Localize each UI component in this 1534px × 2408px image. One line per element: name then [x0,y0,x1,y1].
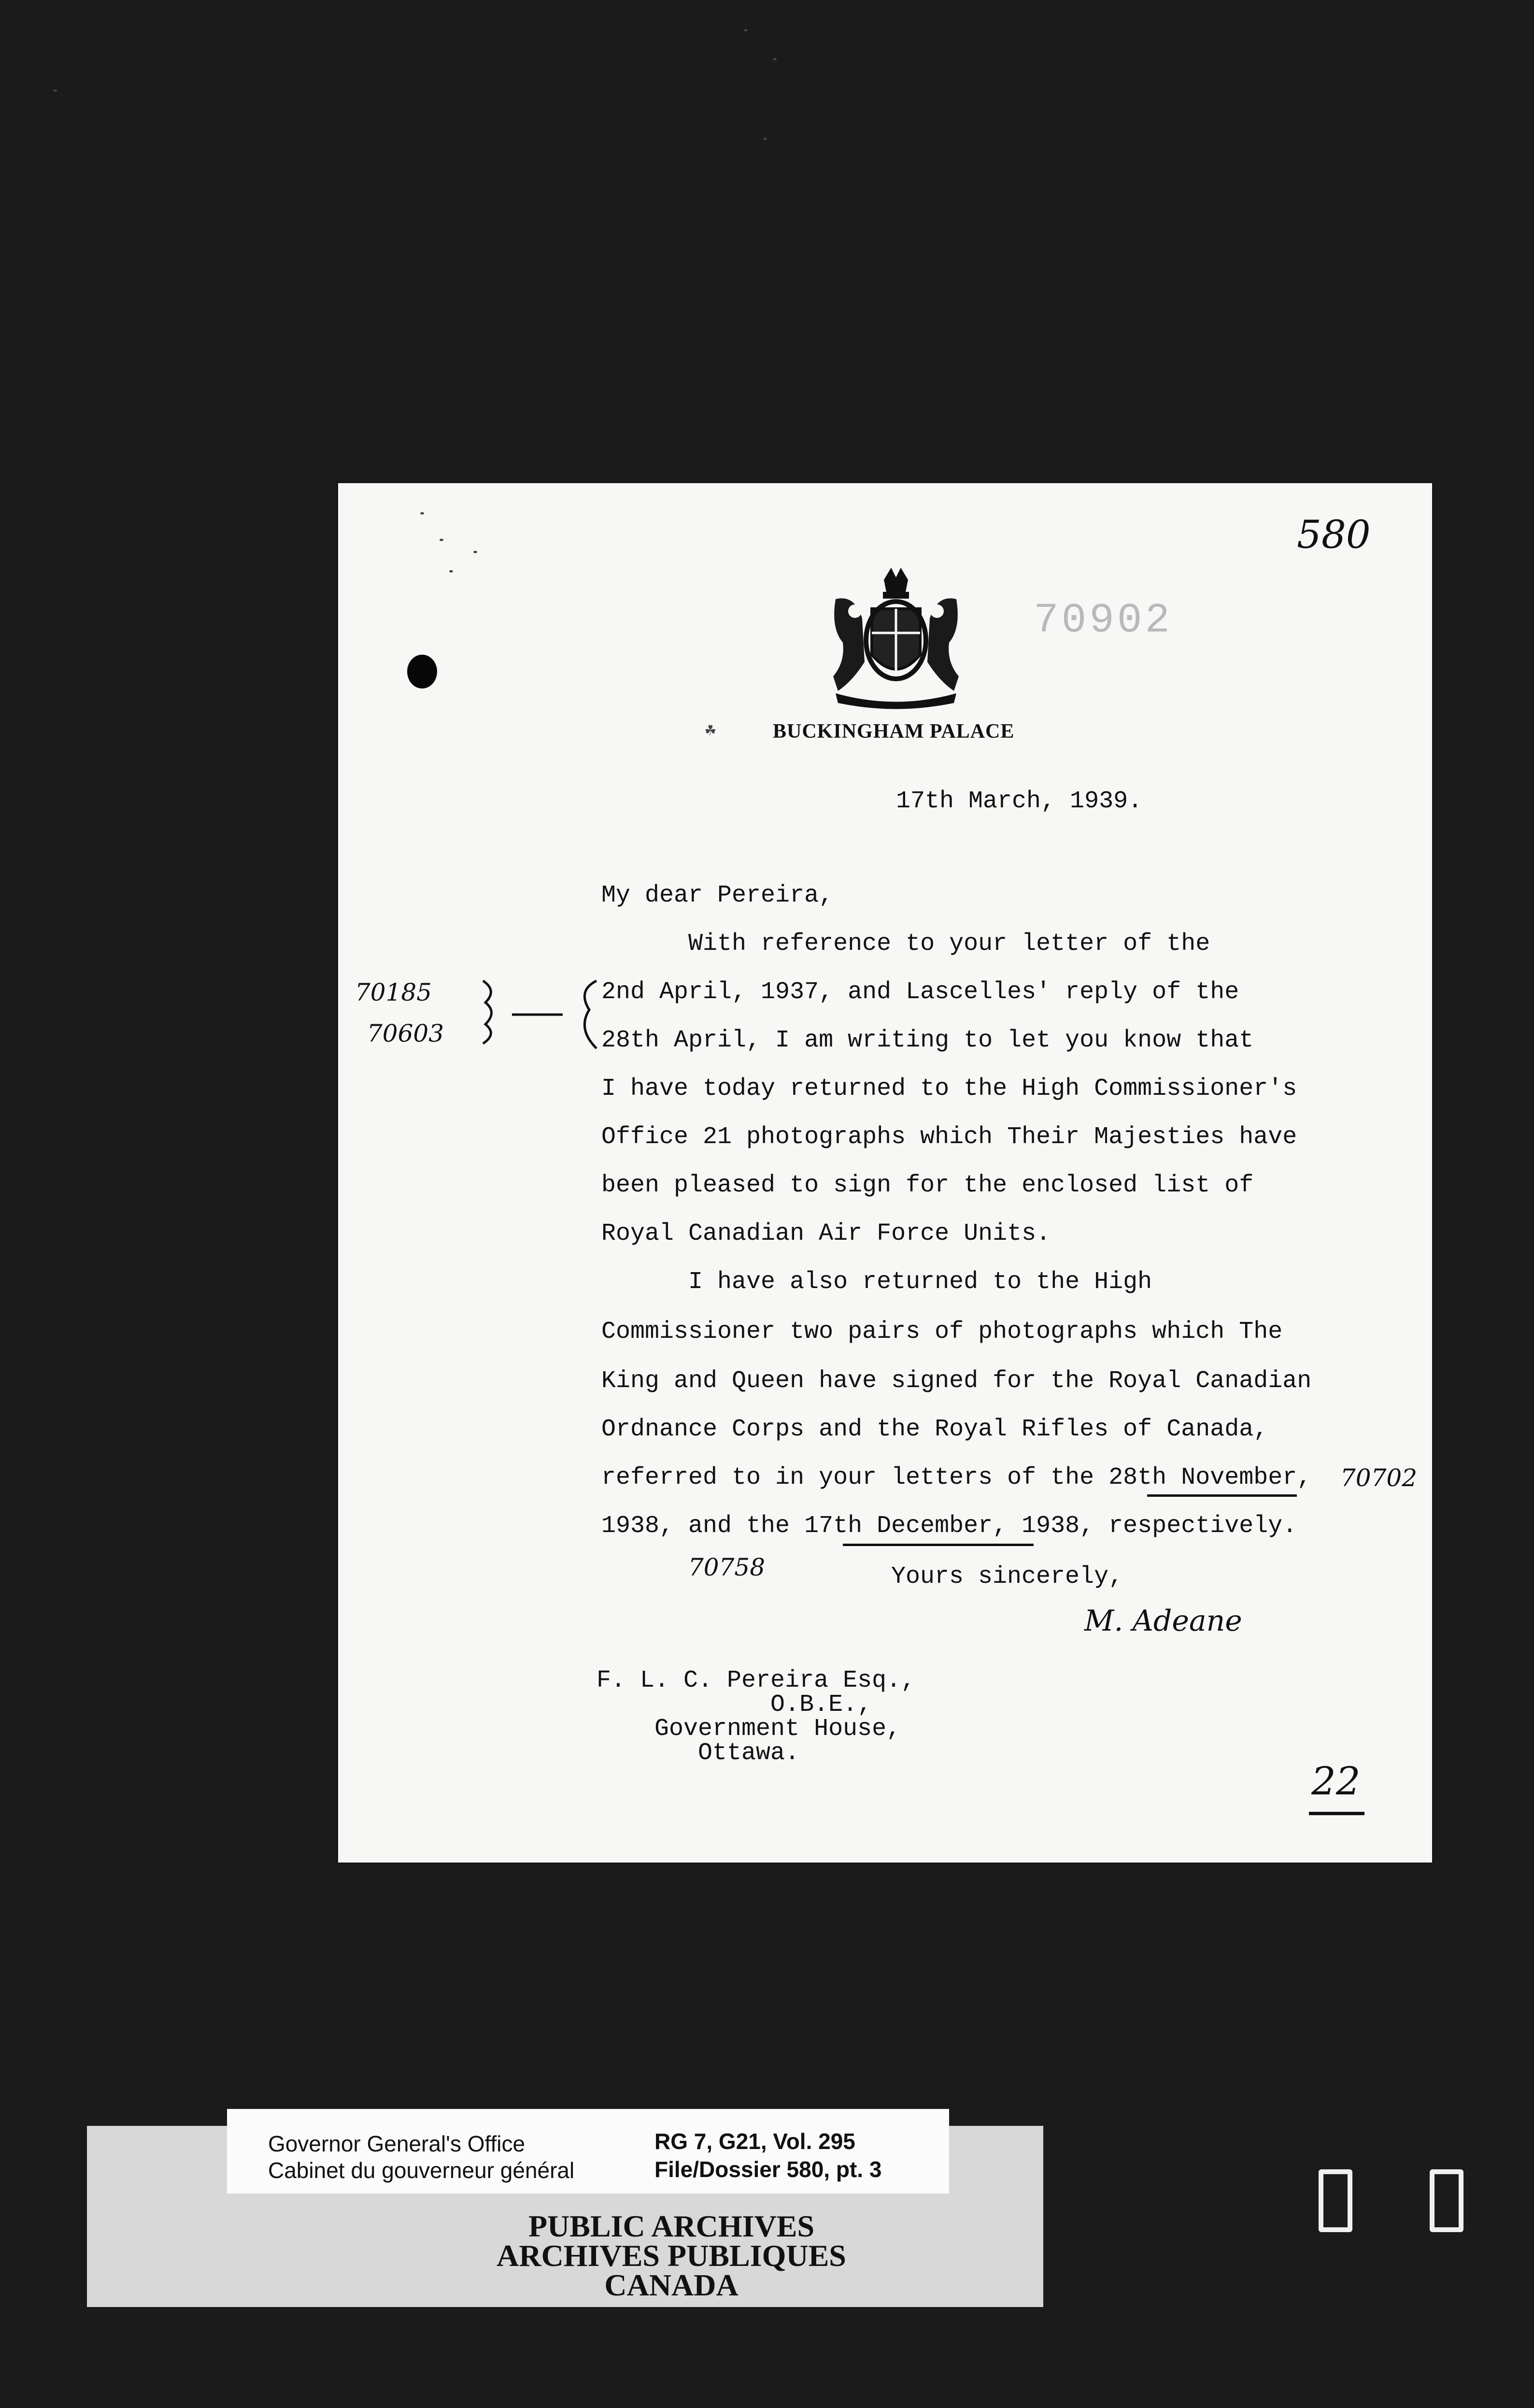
letterhead: BUCKINGHAM PALACE [773,720,1015,743]
body-line: With reference to your letter of the [601,930,1210,958]
archive-reference-label [227,2109,949,2193]
letter-date: 17th March, 1939. [896,788,1143,815]
body-line: I have today returned to the High Commissioner's [601,1075,1297,1103]
address-line: Ottawa. [597,1739,800,1767]
body-line: 28th April, I am writing to let you know that [601,1027,1254,1054]
film-frame-mark [1319,2169,1352,2232]
royal-coat-of-arms-icon [826,565,966,710]
film-speck [763,138,767,140]
address-line: Government House, [597,1715,901,1743]
body-line: Ordnance Corps and the Royal Rifles of Canada, [601,1416,1268,1443]
film-speck [53,89,57,92]
record-group: RG 7, G21, Vol. 295 [654,2129,855,2154]
paper-speck [473,551,477,553]
ink-blot [407,655,437,688]
margin-note-ref: 70603 [367,1019,444,1047]
body-line: Office 21 photographs which Their Majesties have [601,1123,1297,1151]
salutation: My dear Pereira, [601,882,834,909]
film-frame-mark [1430,2169,1463,2232]
corner-file-number: 580 [1297,512,1371,557]
closing: Yours sincerely, [891,1563,1123,1591]
office-name-fr: Cabinet du gouverneur général [268,2158,575,2183]
body-line: Commissioner two pairs of photographs which The [601,1318,1283,1346]
hand-underline [843,1544,1034,1546]
address-line: F. L. C. Pereira Esq., [597,1667,916,1694]
paper-speck [420,512,424,515]
body-line: I have also returned to the High [601,1268,1152,1296]
body-line: King and Queen have signed for the Royal Canadian [601,1367,1312,1395]
letter-page [338,483,1432,1863]
archives-title: CANADA [604,2268,739,2302]
signature: M. Adeane [1084,1604,1242,1638]
paper-speck [449,570,453,573]
body-line: 1938, and the 17th December, 1938, respectively. [601,1512,1297,1540]
small-mark-icon: ☘ [705,721,716,741]
paper-speck [440,539,443,541]
body-line: been pleased to sign for the enclosed list of [601,1172,1254,1199]
hand-underline [1147,1494,1297,1497]
office-name-en: Governor General's Office [268,2131,526,2156]
hand-underline [1309,1812,1364,1815]
address-line: O.B.E., [597,1691,872,1719]
file-reference: File/Dossier 580, pt. 3 [654,2157,882,2182]
body-line: 2nd April, 1937, and Lascelles' reply of the [601,978,1239,1006]
margin-bracket-icon [478,976,604,1053]
film-speck [773,58,777,60]
margin-note-ref: 70702 [1340,1464,1418,1492]
registry-stamp-number: 70902 [1034,597,1173,644]
body-line: referred to in your letters of the 28th November, [601,1464,1312,1491]
page-number: 22 [1311,1759,1361,1804]
margin-note-ref: 70185 [355,978,432,1006]
film-speck [744,29,748,31]
margin-note-ref: 70758 [688,1553,766,1581]
body-line: Royal Canadian Air Force Units. [601,1220,1051,1247]
archives-title: PUBLIC ARCHIVES [528,2209,815,2243]
archives-title: ARCHIVES PUBLIQUES [497,2238,846,2273]
